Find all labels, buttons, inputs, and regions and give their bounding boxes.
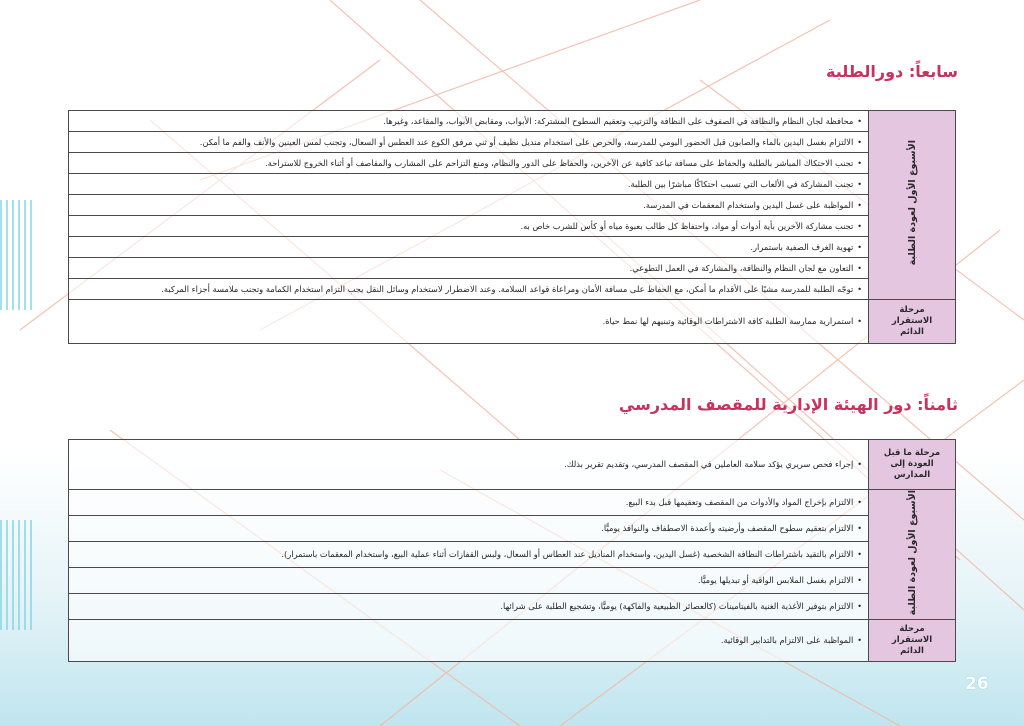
decorative-bar bbox=[0, 520, 34, 630]
list-item: •إجراء فحص سريري يؤكد سلامة العاملين في المقصف المدرسي، وتقديم تقرير بذلك. bbox=[69, 440, 869, 490]
list-item: •تجنب الاحتكاك المباشر بالطلبة والحفاظ على مسافة تباعد كافية عن الآخرين، والحفاظ على الدور والنظام، ومنع التزاحم على المشارب والمقاصف أو أثناء الخروج للاستراحة. bbox=[69, 153, 869, 174]
phase-label-first-week: الأسبوع الأول لعودة الطلبة bbox=[869, 111, 956, 300]
phase-label-first-week: الأسبوع الأول لعودة الطلبة bbox=[869, 490, 956, 620]
list-item: •الالتزام بتعقيم سطوح المقصف وأرضيته وأعمدة الاصطفاف والنوافذ يوميًّا. bbox=[69, 516, 869, 542]
section-heading-students: سابعاً: دورالطلبة bbox=[826, 62, 958, 81]
list-item: •الالتزام بغسل اليدين بالماء والصابون قبل الحضور اليومي للمدرسة، والحرص على استخدام منديل نظيف أو ثني مرفق الكوع عند العطس أو السعال، وتجنب لمس العينين والأنف والفم ما أمكن. bbox=[69, 132, 869, 153]
phase-label-before-return: مرحلة ما قبل العودة إلى المدارس bbox=[869, 440, 956, 490]
list-item: •تهوية الغرف الصفية باستمرار. bbox=[69, 237, 869, 258]
section-heading-canteen: ثامناً: دور الهيئة الإدارية للمقصف المدرسي bbox=[618, 395, 958, 414]
list-item: •الالتزام بغسل الملابس الواقية أو تبديلها يوميًّا. bbox=[69, 568, 869, 594]
phase-label-permanent: مرحلة الاستقرار الدائم bbox=[869, 300, 956, 344]
list-item: •الالتزام بإخراج المواد والأدوات من المقصف وتعقيمها قبل بدء البيع. bbox=[69, 490, 869, 516]
list-item: •تجنب مشاركة الآخرين بأية أدوات أو مواد، واحتفاظ كل طالب بعبوة مياه أو كأس للشرب خاص به. bbox=[69, 216, 869, 237]
list-item: •التعاون مع لجان النظام والنظافة، والمشاركة في العمل التطوعي. bbox=[69, 258, 869, 279]
decorative-bar bbox=[0, 200, 34, 310]
phase-label-permanent: مرحلة الاستقرار الدائم bbox=[869, 620, 956, 662]
list-item: •المواظبة على غسل اليدين واستخدام المعقمات في المدرسة. bbox=[69, 195, 869, 216]
list-item: •تجنب المشاركة في الألعاب التي تسبب احتكاكًا مباشرًا بين الطلبة. bbox=[69, 174, 869, 195]
list-item: •الالتزام بالتقيد باشتراطات النظافة الشخصية (غسل اليدين، واستخدام المناديل عند العطاس أو السعال، ولبس القفازات أثناء عملية البيع، واستخدام المعقمات باستمرار). bbox=[69, 542, 869, 568]
list-item: •محافظة لجان النظام والنظافة في الصفوف على النظافة والترتيب وتعقيم السطوح المشتركة: الأبواب، ومقابض الأبواب، والمقاعد، وغيرها. bbox=[69, 111, 869, 132]
list-item: •الالتزام بتوفير الأغذية الغنية بالفيتامينات (كالعصائر الطبيعية والفاكهة) يوميًّا، وتشجيع الطلبة على شرائها. bbox=[69, 594, 869, 620]
list-item: •توجّه الطلبة للمدرسة مشيًا على الأقدام ما أمكن، مع الحفاظ على مسافة الأمان ومراعاة قواعد السلامة. وعند الاضطرار لاستخدام وسائل النقل يجب التزام استخدام الكمامة وتجنب ملامسة أجزاء المركبة. bbox=[69, 279, 869, 300]
list-item: •المواظبة على الالتزام بالتدابير الوقائية. bbox=[69, 620, 869, 662]
students-role-table bbox=[68, 110, 956, 344]
list-item: •استمرارية ممارسة الطلبة كافة الاشتراطات الوقائية وتبنيهم لها نمط حياة. bbox=[69, 300, 869, 344]
page-number: 26 bbox=[965, 674, 989, 694]
canteen-role-table bbox=[68, 439, 956, 662]
